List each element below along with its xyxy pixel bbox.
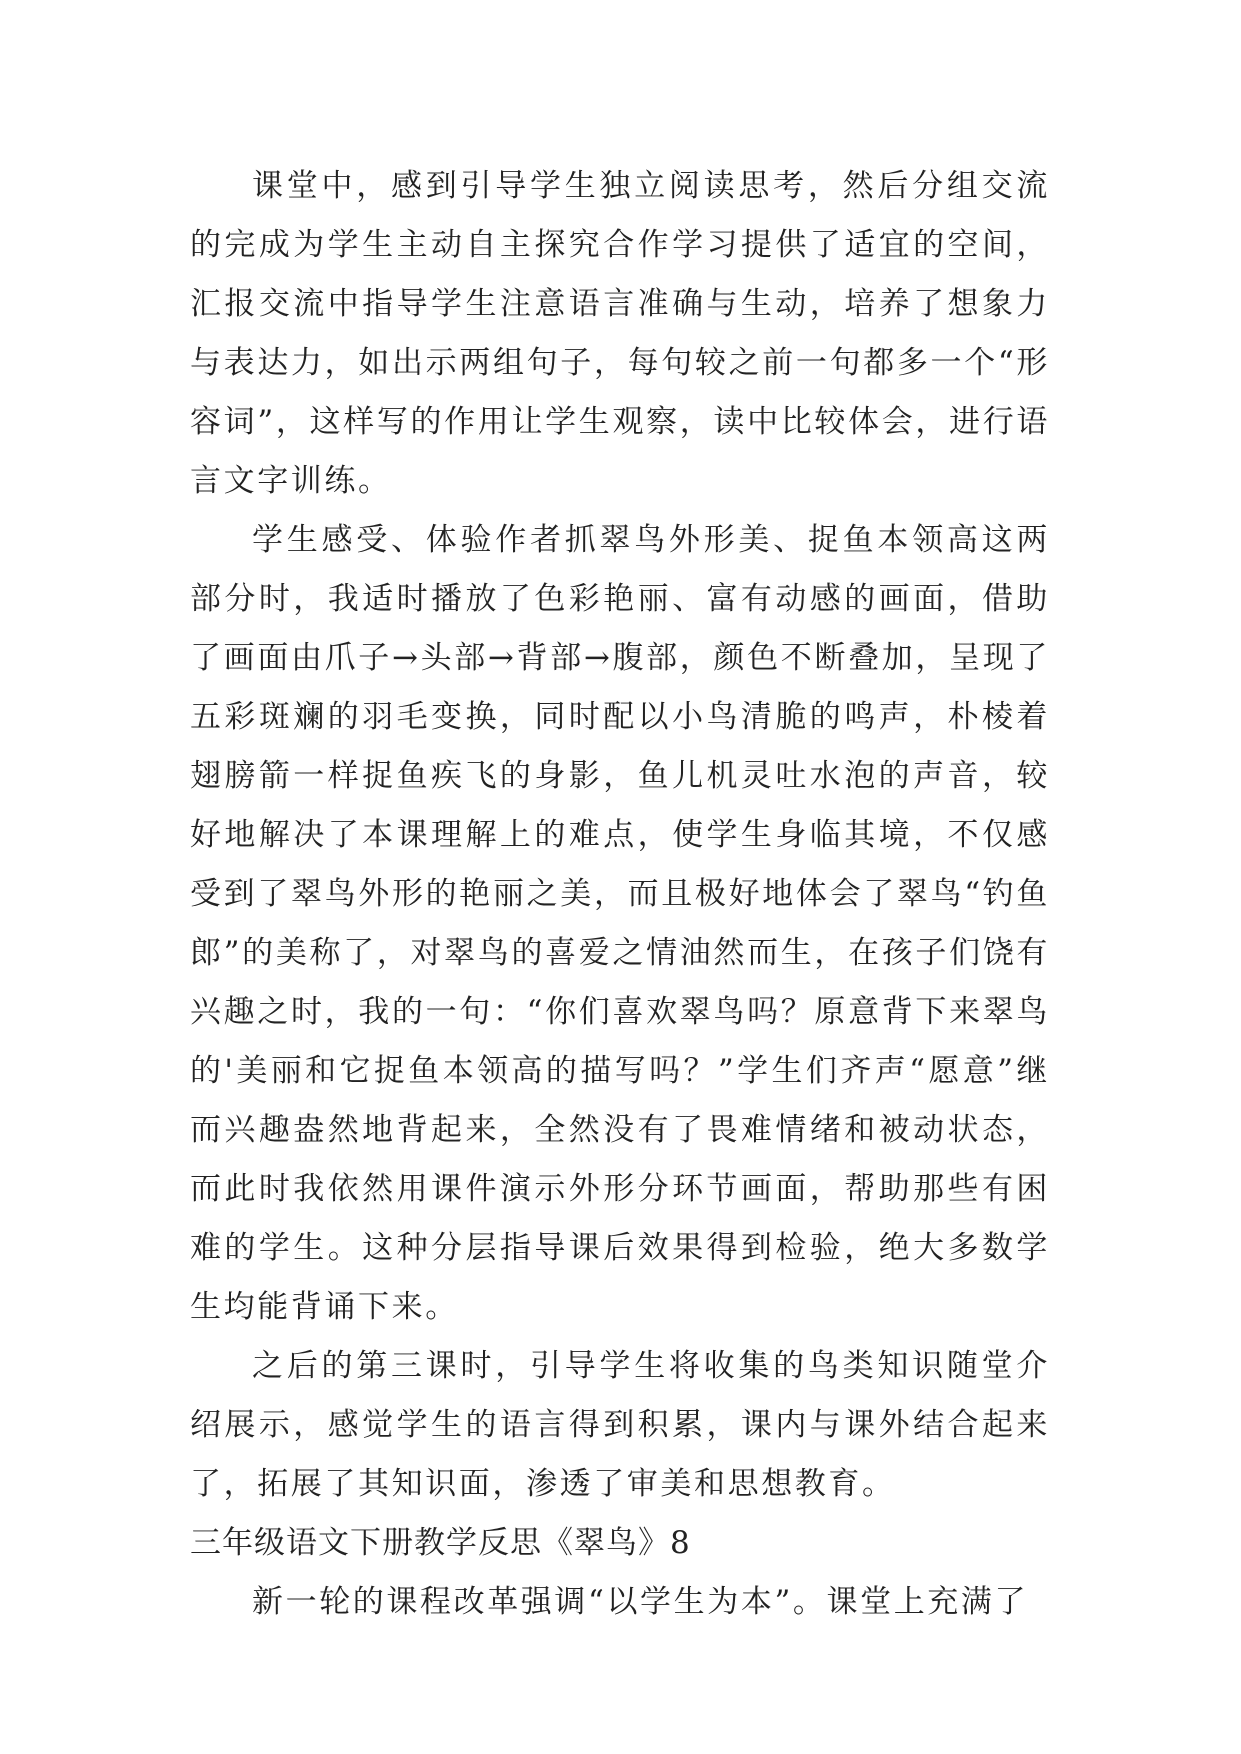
paragraph-1: 课堂中，感到引导学生独立阅读思考，然后分组交流的完成为学生主动自主探究合作学习提供了适宜的空间，汇报交流中指导学生注意语言准确与生动，培养了想象力与表达力，如出示两组句子，每句较之前一句都多一个“形容词”，这样写的作用让学生观察，读中比较体会，进行语言文字训练。 — [190, 168, 1050, 499]
document-body — [190, 157, 1050, 1632]
section-title: 三年级语文下册教学反思《翠鸟》8 — [190, 1525, 691, 1561]
paragraph-3: 之后的第三课时，引导学生将收集的鸟类知识随堂介绍展示，感觉学生的语言得到积累，课内与课外结合起来了，拓展了其知识面，渗透了审美和思想教育。 — [190, 1348, 1050, 1502]
paragraph-4: 新一轮的课程改革强调“以学生为本”。课堂上充满了 — [252, 1584, 1029, 1620]
paragraph-2: 学生感受、体验作者抓翠鸟外形美、捉鱼本领高这两部分时，我适时播放了色彩艳丽、富有动感的画面，借助了画面由爪子→头部→背部→腹部，颜色不断叠加，呈现了五彩斑斓的羽毛变换，同时配以小鸟清脆的鸣声，朴棱着翅膀箭一样捉鱼疾飞的身影，鱼儿机灵吐水泡的声音，较好地解决了本课理解上的难点，使学生身临其境，不仅感受到了翠鸟外形的艳丽之美，而且极好地体会了翠鸟“钓鱼郎”的美称了，对翠鸟的喜爱之情油然而生，在孩子们饶有兴趣之时，我的一句：“你们喜欢翠鸟吗？原意背下来翠鸟的'美丽和它捉鱼本领高的描写吗？”学生们齐声“愿意”继而兴趣盎然地背起来，全然没有了畏难情绪和被动状态，而此时我依然用课件演示外形分环节画面，帮助那些有困难的学生。这种分层指导课后效果得到检验，绝大多数学生均能背诵下来。 — [190, 522, 1050, 1325]
